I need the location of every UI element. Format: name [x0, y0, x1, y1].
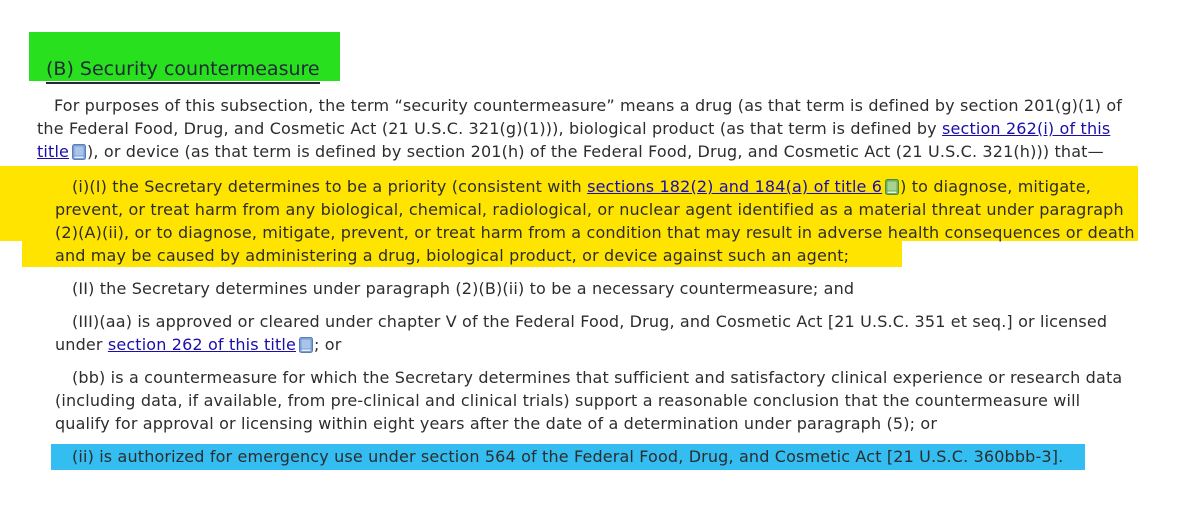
clause-i-I-line-4: and may be caused by administering a drug, biological product, or device against such an agent;	[55, 246, 850, 265]
section-262i-link[interactable]: section 262(i) of this	[942, 119, 1111, 138]
clause-i-I-line-2: prevent, or treat harm from any biological, chemical, radiological, or nuclear agent identified as a material threat under paragraph	[55, 200, 1124, 219]
clause-i-I-line-1: (i)(I) the Secretary determines to be a priority (consistent with sections 182(2) and 184(a) of title 6 ) to diagnose, mitigate,	[72, 177, 1091, 196]
intro-line-1: For purposes of this subsection, the term “security countermeasure” means a drug (as that term is defined by section 201(g)(1) of	[54, 96, 1123, 115]
book-icon[interactable]	[299, 337, 313, 353]
intro-line-3: title ), or device (as that term is defined by section 201(h) of the Federal Food, Drug, and Cosmetic Act (21 U.S.C. 321(h))) that—	[37, 142, 1104, 161]
clause-ii	[72, 445, 1063, 468]
clause-bb-line-1: (bb) is a countermeasure for which the Secretary determines that sufficient and satisfactory clinical experience or research data	[72, 368, 1123, 387]
clause-II-line-1: (II) the Secretary determines under paragraph (2)(B)(ii) to be a necessary countermeasure; and	[72, 279, 855, 298]
book-icon[interactable]	[885, 179, 899, 195]
clause-bb-line-3: qualify for approval or licensing within eight years after the date of a determination under paragraph (5); or	[55, 414, 938, 433]
clause-III-aa-line-2: under section 262 of this title ; or	[55, 335, 342, 354]
clause-III-aa	[55, 310, 1107, 356]
clause-ii-line-1: (ii) is authorized for emergency use under section 564 of the Federal Food, Drug, and Cosmetic Act [21 U.S.C. 360bbb-3].	[72, 447, 1064, 466]
intro-paragraph	[37, 94, 1122, 163]
book-icon[interactable]	[72, 144, 86, 160]
clause-i-I	[55, 175, 1135, 267]
this-title-link[interactable]: title	[37, 142, 70, 161]
clause-bb-line-2: (including data, if available, from pre-clinical and clinical trials) support a reasonable conclusion that the countermeasure will	[55, 391, 1081, 410]
sections-182-184-link[interactable]: sections 182(2) and 184(a) of title 6	[587, 177, 883, 196]
section-heading: (B) Security countermeasure	[46, 56, 320, 84]
clause-II	[72, 277, 854, 300]
clause-bb	[55, 366, 1122, 435]
clause-i-I-line-3: (2)(A)(ii), or to diagnose, mitigate, prevent, or treat harm from a condition that may result in adverse health consequences or death	[55, 223, 1135, 242]
section-262-link[interactable]: section 262 of this title	[107, 335, 297, 354]
intro-line-2: the Federal Food, Drug, and Cosmetic Act (21 U.S.C. 321(g)(1))), biological product (as that term is defined by section 262(i) of this	[37, 119, 1111, 138]
clause-III-aa-line-1: (III)(aa) is approved or cleared under chapter V of the Federal Food, Drug, and Cosmetic Act [21 U.S.C. 351 et seq.] or licensed	[72, 312, 1108, 331]
